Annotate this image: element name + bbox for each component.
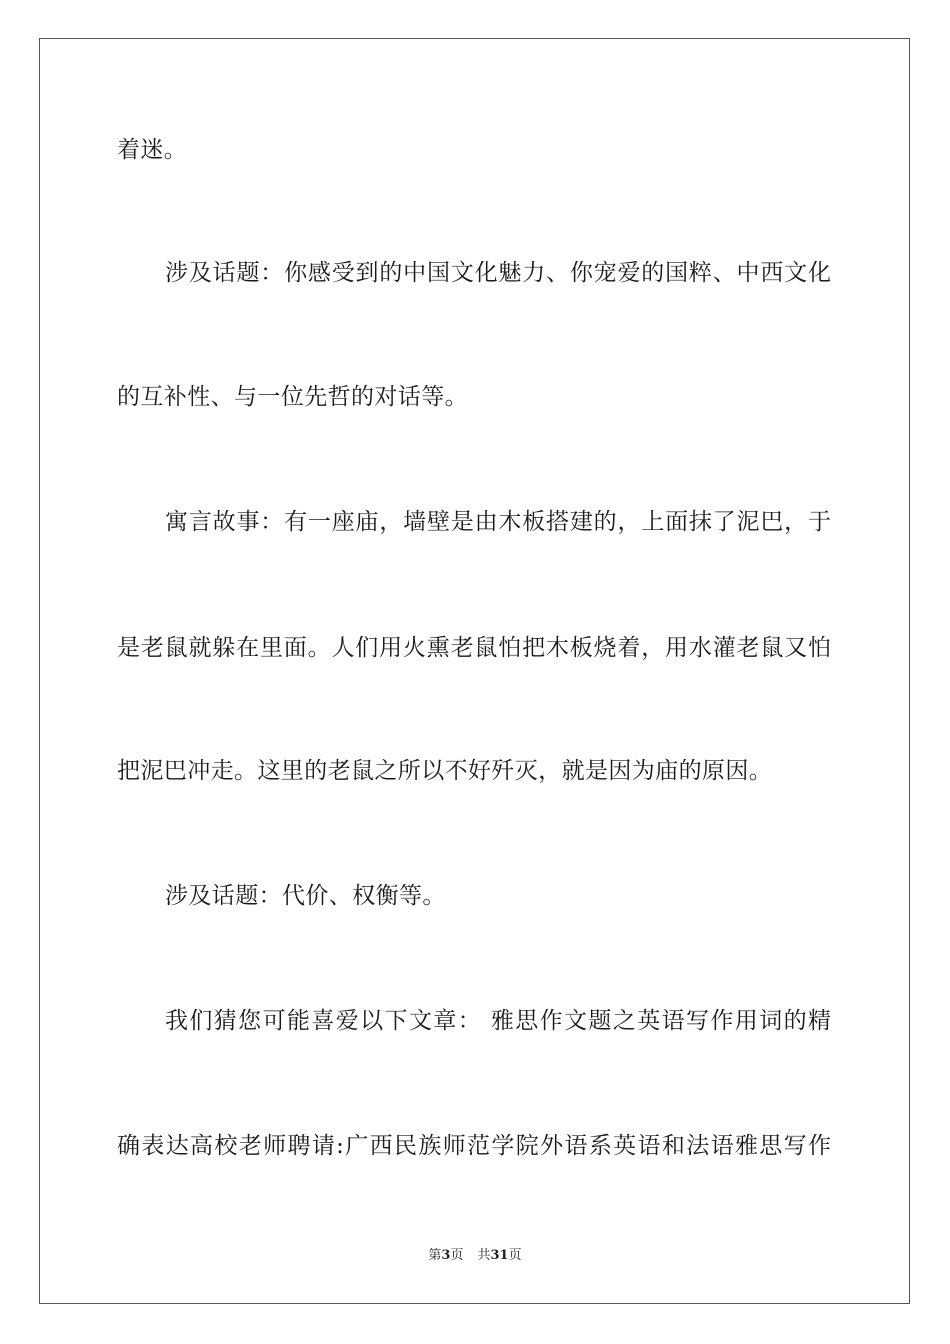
footer-page-number: 3 xyxy=(441,1248,451,1263)
footer-total-prefix: 共 xyxy=(477,1248,491,1263)
text-line-8: 我们猜您可能喜爱以下文章： 雅思作文题之英语写作用词的精 xyxy=(165,1008,831,1034)
text-line-5: 是老鼠就躲在里面。人们用火熏老鼠怕把木板烧着，用水灌老鼠又怕 xyxy=(117,635,831,661)
text-line-2: 涉及话题：你感受到的中国文化魅力、你宠爱的国粹、中西文化 xyxy=(165,260,831,286)
text-line-7: 涉及话题：代价、权衡等。 xyxy=(165,883,446,909)
text-line-9: 确表达高校老师聘请:广西民族师范学院外语系英语和法语雅思写作 xyxy=(117,1133,831,1159)
text-line-4: 寓言故事：有一座庙，墙壁是由木板搭建的，上面抹了泥巴，于 xyxy=(165,509,831,535)
footer-total-suffix: 页 xyxy=(508,1248,522,1263)
footer-page-suffix: 页 xyxy=(450,1248,464,1263)
text-line-3: 的互补性、与一位先哲的对话等。 xyxy=(117,384,468,410)
page-footer xyxy=(0,1247,950,1265)
page-border xyxy=(39,38,910,1304)
footer-total-pages: 31 xyxy=(490,1248,509,1263)
text-line-6: 把泥巴冲走。这里的老鼠之所以不好歼灭，就是因为庙的原因。 xyxy=(117,758,773,784)
text-line-1: 着迷。 xyxy=(117,137,188,163)
footer-page-prefix: 第 xyxy=(428,1248,442,1263)
